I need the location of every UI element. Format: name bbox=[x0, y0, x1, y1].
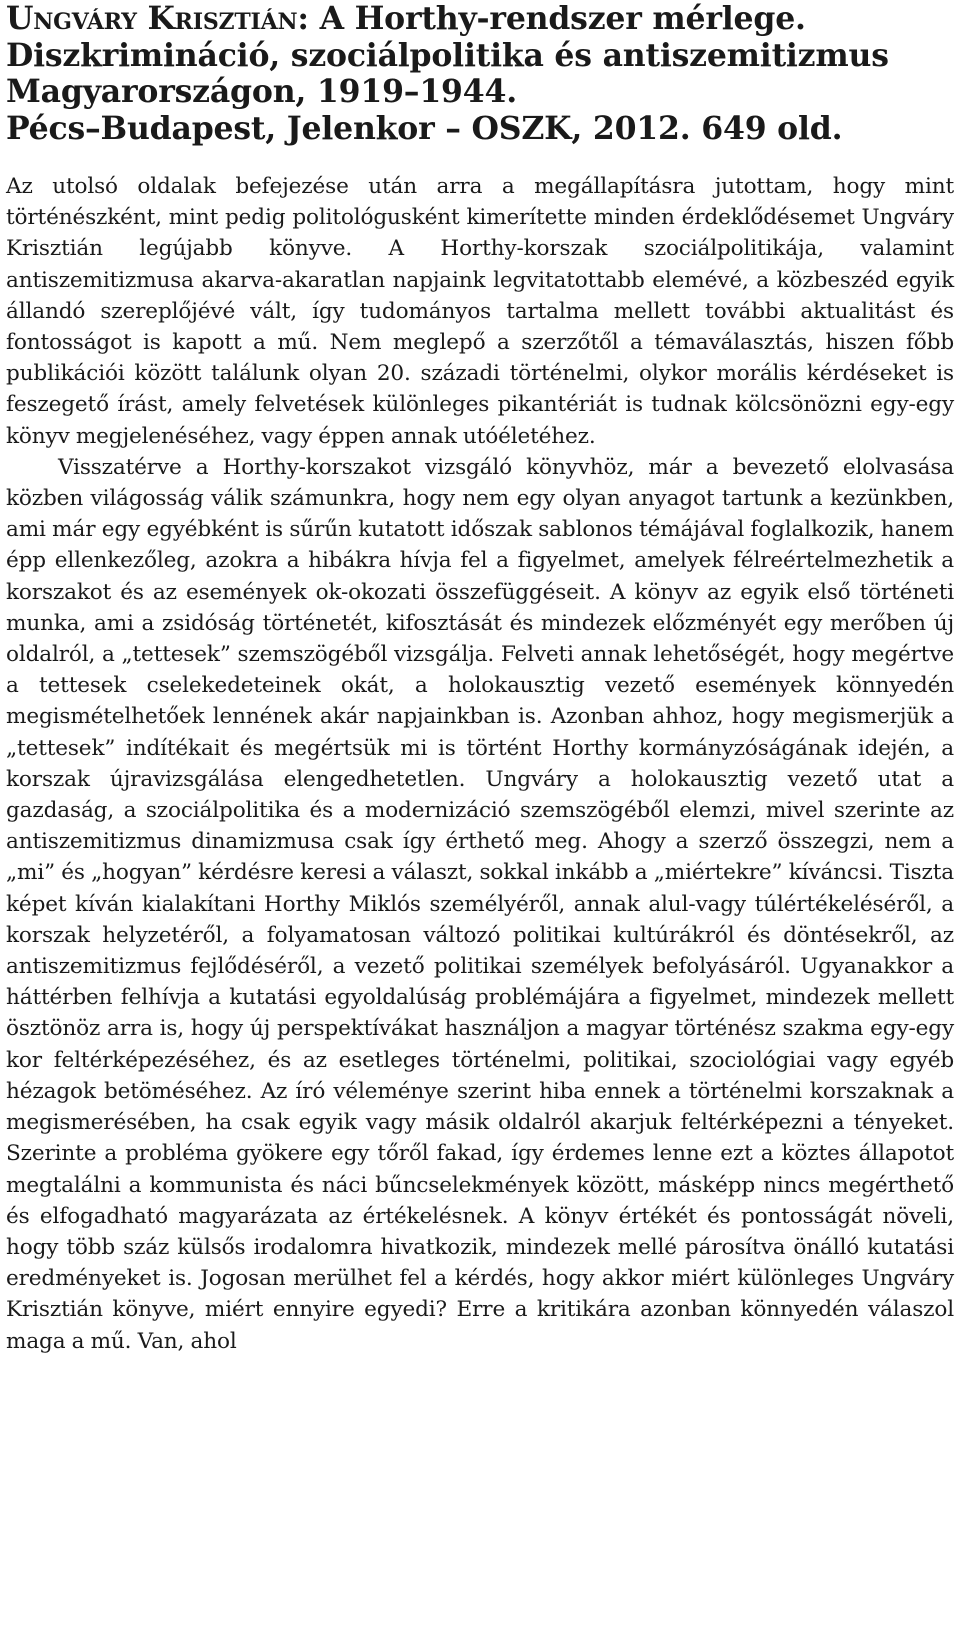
body-paragraph-2: Visszatérve a Horthy-korszakot vizsgáló könyvhöz, már a bevezető elolvasása közben világosság válik számunkra, hogy nem egy olyan anyagot tartunk a kezünkben, ami már egy egyébként is sűrűn kutatott időszak sablonos témájával foglalkozik, hanem épp ellenkezőleg, azokra a hibákra hívja fel a figyelmet, amelyek félreértelmezhetik a korszakot és az események ok-okozati összefüggéseit. A könyv az egyik első történeti munka, ami a zsidóság történetét, kifosztását és mindezek előzményét egy merőben új oldalról, a „tettesek” szemszögéből vizsgálja. Felveti annak lehetőségét, hogy megértve a tettesek cselekedeteinek okát, a holokausztig vezető események könnyedén megismételhetőek lennének akár napjainkban is. Azonban ahhoz, hogy megismerjük a „tettesek” indítékait és megértsük mi is történt Horthy kormányzóságának idején, a korszak újravizsgálása elengedhetetlen. Ungváry a holokausztig vezető utat a gazdaság, a szociálpolitika és a modernizáció szemszögéből elemzi, mivel szerinte az antiszemitizmus dinamizmusa csak így érthető meg. Ahogy a szerző összegzi, nem a „mi” és „hogyan” kérdésre keresi a választ, sokkal inkább a „miértekre” kíváncsi. Tiszta képet kíván kialakítani Horthy Miklós személyéről, annak alul-vagy túlértékeléséről, a korszak helyzetéről, a folyamatosan változó politikai kultúrákról és döntésekről, az antiszemitizmus fejlődéséről, a vezető politikai személyek befolyásáról. Ugyanakkor a háttérben felhívja a kutatási egyoldalúság problémájára a figyelmet, mindezek mellett ösztönöz arra is, hogy új perspektívákat használjon a magyar történész szakma egy-egy kor feltérképezéséhez, és az esetleges történelmi, politikai, szociológiai vagy egyéb hézagok betöméséhez. Az író véleménye szerint hiba ennek a történelmi korszaknak a megismerésében, ha csak egyik vagy másik oldalról akarjuk feltérképezni a tényeket. Szerinte a probléma gyökere egy tőről fakad, így érdemes lenne ezt a köztes állapotot megtalálni a kommunista és náci bűncselekmények között, másképp nincs megérthető és elfogadható magyarázata az értékelésnek. A könyv értékét és pontosságát növeli, hogy több száz külsős irodalomra hivatkozik, mindezek mellé párosítva önálló kutatási eredményeket is. Jogosan merülhet fel a kérdés, hogy akkor miért különleges Ungváry Krisztián könyve, miért ennyire egyedi? Erre a kritikára azonban könnyedén válaszol maga a mű. Van, ahol bbox=[6, 454, 954, 1354]
document-page bbox=[6, 0, 954, 1357]
title-line-1: : A Horthy-rendszer mérlege. bbox=[297, 0, 806, 37]
book-author: Ungváry Krisztián bbox=[6, 0, 298, 37]
body-paragraph-1: Az utolsó oldalak befejezése után arra a megállapításra jutottam, hogy mint történészként, mint pedig politológusként kimerítette minden érdeklődésemet Ungváry Krisztián legújabb könyve. A Horthy-korszak szociálpolitikája, valamint antiszemitizmusa akarva-akaratlan napjaink legvitatottabb elemévé, a közbeszéd egyik állandó szereplőjévé vált, így tudományos tartalma mellett további aktualitást és fontosságot is kapott a mű. Nem meglepő a szerzőtől a témaválasztás, hiszen főbb publikációi között találunk olyan 20. századi történelmi, olykor morális kérdéseket is feszegető írást, amely felvetések különleges pikantériát is tudnak kölcsönözni egy-egy könyv megjelenéséhez, vagy éppen annak utóéletéhez. bbox=[6, 174, 954, 449]
title-line-3: Magyarországon, 1919–1944. bbox=[6, 73, 517, 110]
review-body bbox=[6, 171, 954, 1357]
title-line-2: Diszkrimináció, szociálpolitika és antiszemitizmus bbox=[6, 36, 889, 74]
review-heading bbox=[6, 0, 954, 147]
title-line-4: Pécs–Budapest, Jelenkor – OSZK, 2012. 649 old. bbox=[6, 109, 843, 147]
